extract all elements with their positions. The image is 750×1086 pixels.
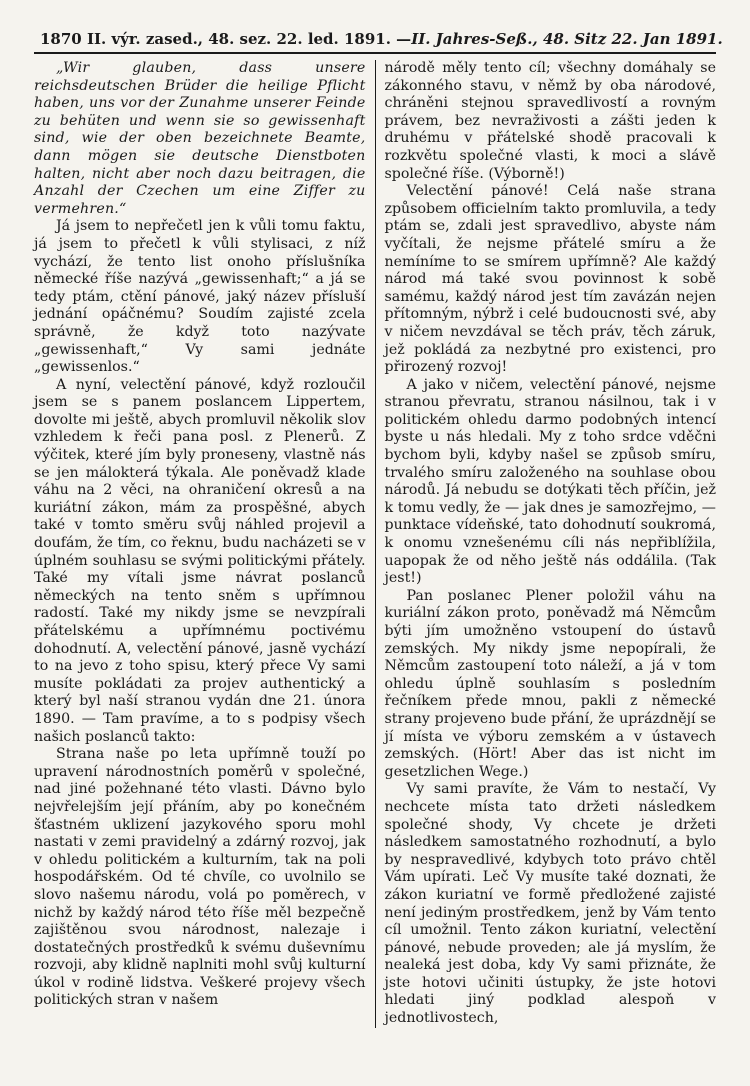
paragraph: A nyní, velectění pánové, když rozloučil jsem se s panem poslancem Lippertem, dovolte mi ještě, abych promluvil několik slov vzhledem k řeči pana posl. z Plenerů. Z výčitek, které jím byly proneseny, vlastně nás se jen málokterá týkala. Ale poněvadž klade váhu na 2 věci, na ohraničení okresů a na kuriátní zákon, mám za prospěšné, abych také v tomto směru svůj náhled projevil a doufám, že tím, co řeknu, budu nacházeti se v úplném souhlasu se svými politickými přátely. Také my vítali jsme návrat poslanců německých na tento sněm s upřímnou radostí. Také my nikdy jsme se nevzpírali přátelskému a upřímnému poctivému dohodnutí. A, velectění pánové, jasně vychází to na jevo z toho spisu, který přece Vy sami musíte pokládati za projev authentický a který byl naší stranou vydán dne 21. února 1890. — Tam pravíme, a to s podpisy všech našich poslanců takto: [34, 376, 366, 745]
paragraph: Já jsem to nepřečetl jen k vůli tomu faktu, já jsem to přečetl k vůli stylisaci, z níž vychází, že tento list onoho příslušníka německé říše nazývá „gewissenhaft;“ a já se tedy ptám, ctění pánové, jaký název přísluší jednání opáčnému? Soudím zajisté zcela správně, že když toto nazývate „gewissenhaft,“ Vy sami jednáte „gewissenlos.“ [34, 218, 366, 376]
paragraph: „Wir glauben, dass unsere reichsdeutschen Brüder die heilige Pflicht haben, uns vor der Zunahme unserer Feinde zu behüten und wenn sie so gewissenhaft sind, wie der oben bezeichnete Beamte, dann mögen sie deutsche Dienstboten halten, nicht aber noch dazu beitragen, die Anzahl der Czechen um eine Ziffer zu vermehren.“ [34, 60, 366, 217]
header-right: II. Jahres-Seß., 48. Sitz 22. Jan 1891. [411, 30, 723, 48]
paragraph: Strana naše po leta upřímně touží po upravení národnostních poměrů v společné, nad jiné požehnané této vlasti. Dávno bylo nejvřelejším její přáním, aby po konečném šťastném uklizení jazykového sporu mohl nastati v zemi pravidelný a zdárný rozvoj, jak v ohledu politickém a kulturním, tak na poli hospodářském. Od té chvíle, co uvolnilo se slovo našemu národu, volá po poměrech, v nichž by každý národ této říše měl bezpečně zajištěnou svou národnost, nalezaje i dostatečných prostředků k svému duševnímu rozvoji, aby klidně naplniti mohl svůj kulturní úkol v rodině lidstva. Veškeré projevy všech politických stran v našem [34, 746, 366, 1009]
running-header [34, 30, 723, 54]
right-column [379, 60, 717, 1028]
paragraph: Pan poslanec Plener položil váhu na kuriální zákon proto, poněvadž má Němcům býti jím umožněno vstoupení do ústavů zemských. My nikdy jsme nepopírali, že Němcům zastoupení toto náleží, a já v tom ohledu úplně souhlasím s posledním řečníkem přede mnou, pakli z německé strany projeveno bude přání, že uprázdnějí se jí místa ve výboru zemském a v ústavech zemských. (Hört! Aber das ist nicht im gesetzlichen Wege.) [384, 587, 716, 780]
paragraph: A jako v ničem, velectění pánové, nejsme stranou převratu, stranou násilnou, tak i v politickém ohledu darmo podobných intencí byste u nás hledali. My z toho srdce vděčni bychom byli, kdyby našel se způsob smíru, trvalého smíru založeného na souhlase obou národů. Já nebudu se dotýkati těch příčin, jež k tomu vedly, že — jak dnes je samozřejmo, — punktace vídeňské, tato dohodnutí soukromá, k onomu vznešenému cíli nás nepřiblížila, uapopak že od něho ještě nás oddálila. (Tak jest!) [384, 376, 716, 587]
column-divider [375, 60, 376, 1028]
paragraph: národě měly tento cíl; všechny domáhaly se zákonného stavu, v němž by oba národové, chráněni stejnou spravedlivostí a rovným právem, bez nevraživosti a zášti jeden k druhému v přátelské shodě pracovali k rozkvětu společné vlasti, k moci a slávě společné říše. (Výborně!) [384, 60, 716, 182]
text-columns [34, 60, 716, 1028]
paragraph: Velectění pánové! Celá naše strana způsobem officielním takto promluvila, a tedy ptám se, zdali jest spravedlivo, abyste nám vyčítali, že nejsme přátelé smíru a že nemíníme to se smírem upřímně? Ale každý národ má také svou povinnost k sobě samému, každý národ jest tím zavázán nejen přítomným, nýbrž i celé budoucnosti své, aby v ničem nevzdával se těch práv, těch záruk, jež pokládá za nezbytné pro existenci, pro přirozený rozvoj! [384, 183, 716, 376]
paragraph: Vy sami pravíte, že Vám to nestačí, Vy nechcete místa tato držeti následkem společné shody, Vy chcete je držeti následkem samostatného rozhodnutí, a bylo by nespravedlivé, kdybych toto právo chtěl Vám upírati. Leč Vy musíte také doznati, že zákon kuriatní ve formě předložené zajisté není jediným prostředkem, jenž by Vám tento cíl umožnil. Tento zákon kuriatní, velectění pánové, nebude proveden; ale já myslím, že nealeká jest doba, kdy Vy sami přiznáte, že jste hotovi učiniti ústupky, že jste hotovi hledati jiný podklad alespoň v jednotlivostech, [384, 781, 716, 1027]
header-left: 1870 II. výr. zased., 48. sez. 22. led. 1891. — [40, 30, 412, 48]
left-column [34, 60, 372, 1028]
